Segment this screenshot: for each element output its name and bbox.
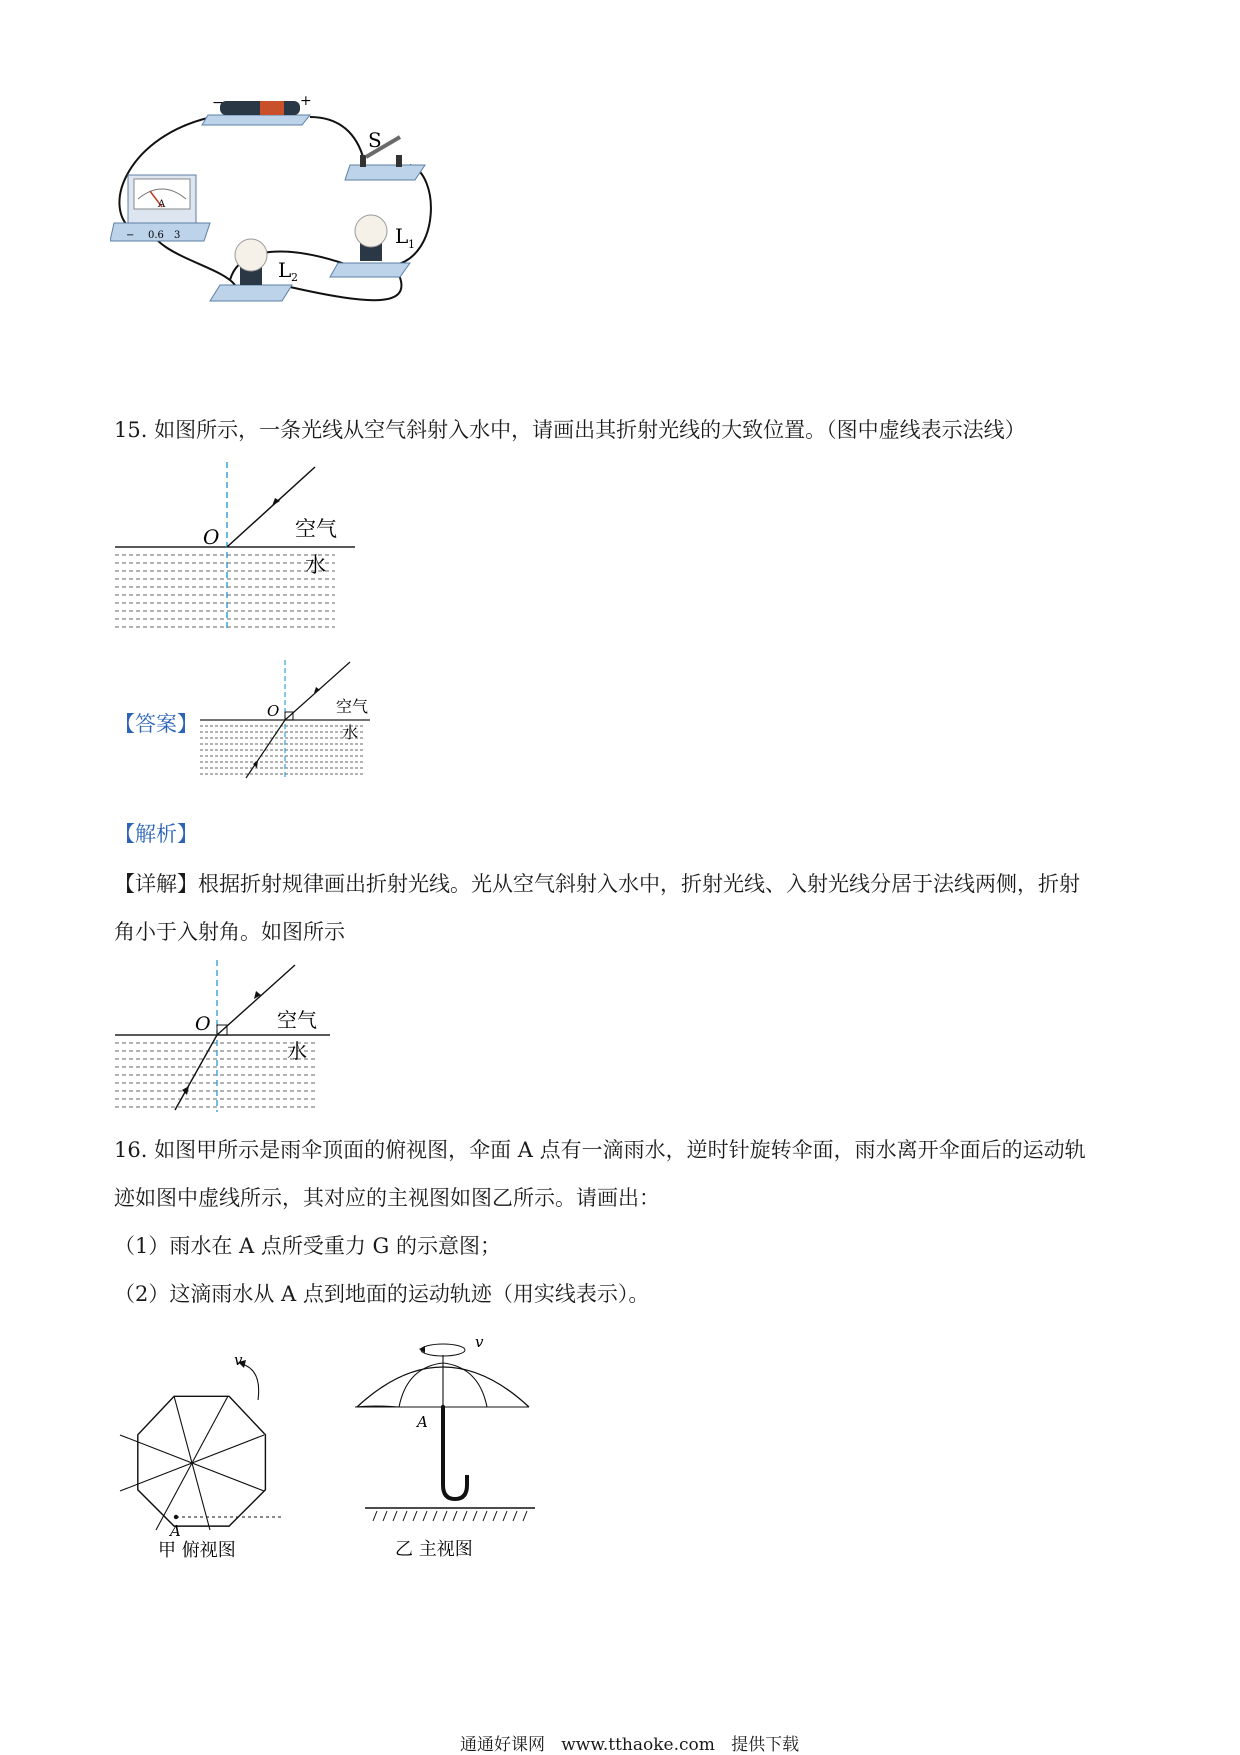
analysis-detail-line2: 角小于入射角。如图所示 bbox=[114, 920, 345, 944]
point-a bbox=[441, 1405, 445, 1409]
analysis-air-label: 空气 bbox=[277, 1008, 317, 1032]
analysis-point-o-label: O bbox=[195, 1013, 211, 1035]
lamp2-label: L bbox=[278, 258, 292, 282]
q16-line2: 迹如图中虚线所示，其对应的主视图如图乙所示。请画出： bbox=[114, 1186, 660, 1210]
ammeter-terminal-3: 3 bbox=[174, 230, 181, 241]
ammeter bbox=[110, 175, 210, 241]
v-label: v bbox=[475, 1335, 484, 1351]
lamp-l2 bbox=[210, 239, 298, 301]
rotation-arrow bbox=[242, 1364, 259, 1400]
lamp1-label: L bbox=[395, 224, 409, 248]
rotation-arrow bbox=[421, 1344, 465, 1356]
point-a bbox=[174, 1515, 178, 1519]
ammeter-symbol: A bbox=[158, 199, 166, 210]
water-label: 水 bbox=[305, 553, 326, 577]
point-o-label: O bbox=[203, 525, 220, 549]
switch bbox=[345, 128, 425, 180]
umbrella-ribs bbox=[120, 1396, 264, 1530]
battery-minus-label: − bbox=[212, 95, 224, 111]
ammeter-terminal-minus: − bbox=[126, 230, 135, 241]
v-label: v bbox=[234, 1351, 243, 1369]
switch-label: S bbox=[368, 128, 382, 152]
lamp2-subscript: 2 bbox=[291, 271, 298, 284]
answer-water-label: 水 bbox=[342, 723, 359, 742]
lamp-l1 bbox=[330, 215, 415, 277]
q15-text: 15. 如图所示，一条光线从空气斜射入水中，请画出其折射光线的大致位置。（图中虚线表示法线） bbox=[114, 418, 1026, 442]
battery bbox=[202, 95, 312, 125]
a-label: A bbox=[417, 1413, 428, 1431]
analysis-detail-line1: 【详解】根据折射规律画出折射光线。光从空气斜射入水中，折射光线、入射光线分居于法线两侧，折射 bbox=[114, 872, 1080, 896]
fig-a-caption: 甲 俯视图 bbox=[158, 1540, 236, 1560]
analysis-figure bbox=[115, 960, 345, 1120]
air-label: 空气 bbox=[295, 517, 337, 541]
footer-credit: 通通好课网 www.tthaoke.com 提供下载 bbox=[460, 1735, 800, 1755]
answer-figure bbox=[200, 660, 380, 790]
umbrella-top-view bbox=[112, 1340, 302, 1560]
wire bbox=[310, 117, 365, 165]
umbrella-handle bbox=[443, 1407, 467, 1499]
refracted-ray bbox=[246, 720, 285, 778]
answer-air-label: 空气 bbox=[336, 697, 369, 716]
ammeter-terminal-06: 0.6 bbox=[148, 230, 164, 241]
answer-point-o-label: O bbox=[267, 702, 280, 720]
battery-plus-label: + bbox=[300, 95, 312, 109]
circuit-diagram bbox=[110, 95, 510, 355]
fig-b-caption: 乙 主视图 bbox=[395, 1539, 473, 1560]
q15-figure bbox=[115, 462, 360, 637]
q16-item1: （1）雨水在 A 点所受重力 G 的示意图； bbox=[114, 1234, 502, 1258]
analysis-water-label: 水 bbox=[287, 1039, 307, 1063]
q16-item2: （2）这滴雨水从 A 点到地面的运动轨迹（用实线表示）。 bbox=[114, 1282, 650, 1306]
q16-line1: 16. 如图甲所示是雨伞顶面的俯视图，伞面 A 点有一滴雨水，逆时针旋转伞面，雨水离开伞面后的运动轨 bbox=[114, 1138, 1086, 1162]
umbrella-front-view bbox=[355, 1335, 555, 1560]
answer-tag: 【答案】 bbox=[114, 712, 198, 736]
lamp1-subscript: 1 bbox=[408, 238, 415, 251]
a-label: A bbox=[170, 1522, 181, 1540]
analysis-tag: 【解析】 bbox=[114, 822, 198, 846]
